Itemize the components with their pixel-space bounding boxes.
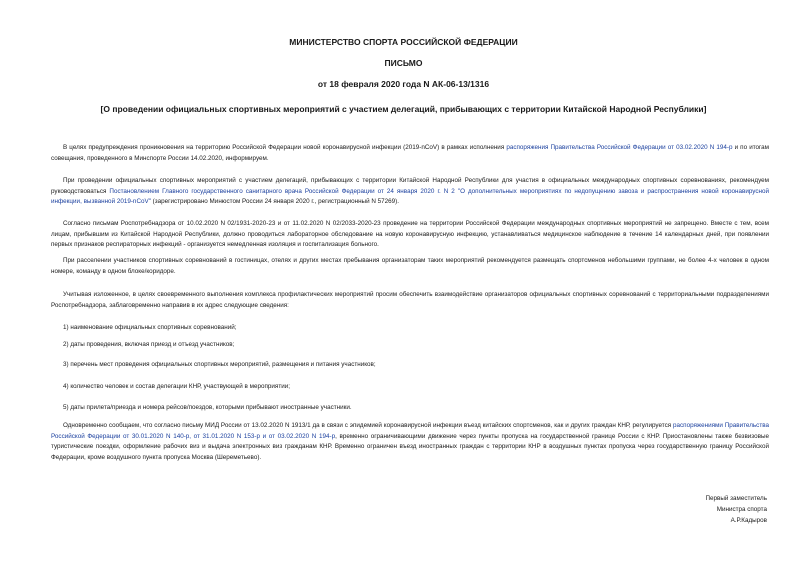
- paragraph-2: При проведении официальных спортивных мероприятий с участием делегаций, прибывающих с территории Китайской Народной Республики для участия в официальных международных спортивных соревнованиях, рекомендуем руководствоваться Постановлением Главного государственного санитарного врача Российской Федерации от 24 января 2020 г. N 2 "О дополнительных мероприятиях по недопущению завоза и распространения новой коронавирусной инфекции, вызванной 2019-nCoV" (зарегистрировано Минюстом России 24 января 2020 г., регистрационный N 57269).: [51, 177, 770, 205]
- signature-position-2: Министра спорта: [716, 506, 767, 513]
- paragraph-5: Учитывая изложенное, в целях своевременного выполнения комплекса профилактических мероприятий просим обеспечить взаимодействие организаторов официальных спортивных соревнований с территориальными подразделениями Роспотребнадзора, заблаговременно направив в их адрес следующие сведения:: [51, 291, 769, 309]
- signature-name: А.Р.Кадыров: [730, 517, 767, 524]
- signature-position-1: Первый заместитель: [705, 495, 767, 502]
- list-item-5: 5) даты прилета/приезда и номера рейсов/поездов, которыми прибывают иностранные участники.: [63, 404, 352, 411]
- link-rasporyazheniya-140-153-194[interactable]: распоряжениями Правительства Российской Федерации от 30.01.2020 N 140-р, от 31.01.2020 N 153-р и от 03.02.2020 N 194-р: [51, 422, 769, 440]
- paragraph-4: При расселении участников спортивных соревнований в гостиницах, отелях и других местах пребывания организаторам таких мероприятий рекомендуется размещать спортсменов небольшими группами, не более 4-х человек в одном номере, команду в одном блоке/коридоре.: [51, 257, 769, 275]
- list-item-3: 3) перечень мест проведения официальных спортивных мероприятий, размещения и питания участников;: [63, 361, 376, 368]
- list-item-4: 4) количество человек и состав делегации КНР, участвующей в мероприятии;: [63, 383, 290, 390]
- list-item-1: 1) наименование официальных спортивных соревнований;: [63, 324, 237, 331]
- document-type: ПИСЬМО: [384, 58, 423, 68]
- ministry-title: МИНИСТЕРСТВО СПОРТА РОССИЙСКОЙ ФЕДЕРАЦИИ: [289, 37, 518, 47]
- paragraph-6: Одновременно сообщаем, что согласно письму МИД России от 13.02.2020 N 1913/1 да в связи с эпидемией коронавирусной инфекции въезд китайских спортсменов, как и других граждан КНР, регулируется распоряжениями Правительства Российской Федерации от 30.01.2020 N 140-р, от 31.01.2020 N 153-р и от 03.02.2020 N 194-р, временно ограничивающими движение через пункты пропуска на государственной границе России с КНР. Приостановлены также безвизовые туристические поездки, оформление рабочих виз и выдача электронных виз гражданам КНР. Временно ограничен въезд иностранных граждан с территории КНР в воздушных пунктах пропуска через государственную границу Российской Федерации, кроме воздушного пункта пропуска Москва (Шереметьево).: [51, 422, 769, 461]
- link-postanovlenie-2[interactable]: Постановлением Главного государственного санитарного врача Российской Федерации от 24 января 2020 г. N 2 "О дополнительных мероприятиях по недопущению завоза и распространения новой коронавирусной инфекции, вызванной 2019-nCoV": [51, 187, 770, 205]
- document-subject: [О проведении официальных спортивных мероприятий с участием делегаций, прибывающих с территории Китайской Народной Республики]: [100, 104, 707, 114]
- link-rasporyazhenie-194r[interactable]: распоряжения Правительства Российской Федерации от 03.02.2020 N 194-р: [506, 144, 733, 151]
- list-item-2: 2) даты проведения, включая приезд и отъезд участников;: [63, 341, 235, 348]
- document-date-number: от 18 февраля 2020 года N АК-06-13/1316: [317, 79, 490, 89]
- paragraph-3: Согласно письмам Роспотребнадзора от 10.02.2020 N 02/1931-2020-23 и от 11.02.2020 N 02/2033-2020-23 проведение на территории Российской Федерации международных спортивных мероприятий не запрещено. Вместе с тем, всем лицам, прибывшим из Китайской Народной Республики, должно проводиться лабораторное обследование на новую коронавирусную инфекцию, устанавливаться медицинское наблюдение в течение 14 календарных дней, при появлении первых признаков респираторных инфекций - организуется немедленная изоляция и госпитализация больного.: [51, 220, 769, 248]
- paragraph-1: В целях предупреждения проникновения на территорию Российской Федерации новой коронавирусной инфекции (2019-nCoV) в рамках исполнения распоряжения Правительства Российской Федерации от 03.02.2020 N 194-р и по итогам совещания, проведенного в Минспорте России 14.02.2020, информируем.: [51, 144, 770, 162]
